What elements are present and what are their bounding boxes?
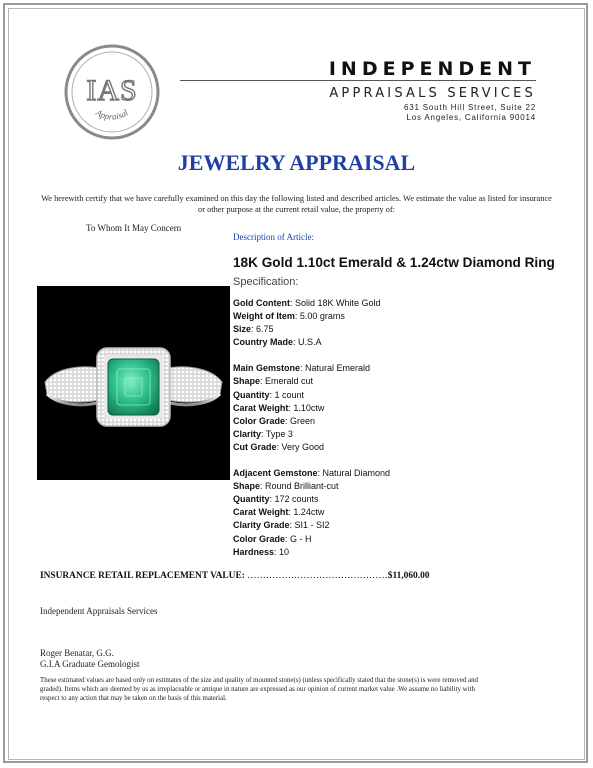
spec-row: Carat Weight: 1.10ctw xyxy=(233,402,325,413)
spec-row: Adjacent Gemstone: Natural Diamond xyxy=(233,468,391,479)
appraiser-name: Roger Benatar, G.G. xyxy=(40,648,114,658)
spec-row: Country Made: U.S.A xyxy=(233,337,322,348)
spec-row: Size: 6.75 xyxy=(233,324,274,335)
insurance-value-line xyxy=(40,571,560,581)
spec-row: Shape: Round Brilliant-cut xyxy=(233,481,339,492)
document-title: JEWELRY APPRAISAL xyxy=(177,150,416,175)
ring-photo xyxy=(37,286,230,480)
item-title: 18K Gold 1.10ct Emerald & 1.24ctw Diamond Ring xyxy=(233,255,555,270)
ias-logo xyxy=(64,44,160,140)
spec-row: Main Gemstone: Natural Emerald xyxy=(233,363,371,374)
spec-row: Carat Weight: 1.24ctw xyxy=(233,507,325,518)
header-rule xyxy=(180,80,536,81)
spec-row: Shape: Emerald cut xyxy=(233,376,314,387)
insurance-value: $11,060.00 xyxy=(387,571,430,581)
spec-row: Hardness: 10 xyxy=(233,546,290,557)
spec-row: Cut Grade: Very Good xyxy=(233,441,325,452)
specifications-list xyxy=(233,297,563,559)
spec-row: Clarity Grade: SI1 - SI2 xyxy=(233,520,330,531)
certification-text: We herewith certify that we have carefully examined on this day the following listed and described articles. We estimate the value as listed for insurance or other purpose at the current retail value, the property of: xyxy=(41,194,552,214)
address-line-2: Los Angeles, California 90014 xyxy=(406,113,536,122)
spec-row: Color Grade: Green xyxy=(233,415,316,426)
issuer-name: Independent Appraisals Services xyxy=(40,606,158,616)
spec-row: Gold Content: Solid 18K White Gold xyxy=(233,298,381,308)
appraiser-block xyxy=(40,648,139,670)
insurance-label: INSURANCE RETAIL REPLACEMENT VALUE: xyxy=(40,571,245,581)
logo-letters: IAS xyxy=(86,74,138,107)
company-subtitle: APPRAISALS SERVICES xyxy=(329,86,536,101)
specification-label: Specification: xyxy=(233,276,299,288)
company-name: INDEPENDENT xyxy=(328,58,536,80)
logo-arc-text: Appraisal xyxy=(94,107,130,122)
spec-row: Quantity: 1 count xyxy=(233,389,305,400)
spec-row: Weight of Item: 5.00 grams xyxy=(233,311,345,322)
address-line-1: 631 South Hill Street, Suite 22 xyxy=(404,103,536,112)
insurance-dots: ……………………………………… xyxy=(247,571,388,581)
disclaimer-text: These estimated values are based only on estimates of the size and quality of mounted stone(s) (unless specifically stated that the stone(s) is were removed and graded). Items which are deemed by us as irreplaceable or antique in nature are expressed as our opinion of current market value .We assume no liability with respect to any action that may be taken on the basis of this material. xyxy=(40,677,478,703)
spec-row: Quantity: 172 counts xyxy=(233,494,319,505)
recipient: To Whom It May Concern xyxy=(86,223,182,233)
description-label: Description of Article: xyxy=(233,232,314,242)
spec-row: Clarity: Type 3 xyxy=(233,428,293,439)
spec-row: Color Grade: G - H xyxy=(233,533,312,544)
appraiser-title: G.I.A Graduate Gemologist xyxy=(40,659,140,669)
